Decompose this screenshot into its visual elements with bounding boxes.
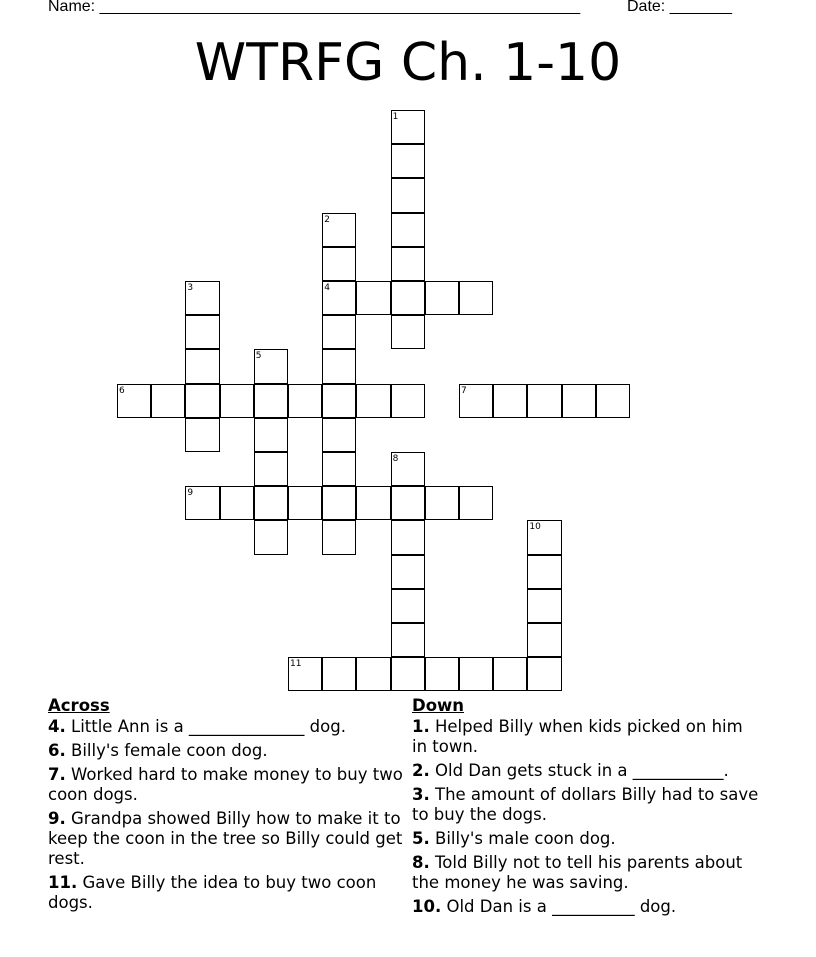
clue-number: 2.	[412, 761, 430, 780]
cell-number: 7	[461, 385, 467, 396]
clue-text: Grandpa showed Billy how to make it to keep the coon in the tree so Billy could get rest.	[48, 809, 403, 868]
grid-cell[interactable]	[425, 657, 459, 691]
grid-cell[interactable]	[356, 281, 390, 315]
grid-cell[interactable]	[391, 247, 425, 281]
cell-number: 8	[392, 454, 399, 464]
clue-text: Little Ann is a ______________ dog.	[71, 717, 346, 736]
grid-cell[interactable]	[322, 349, 356, 383]
grid-cell[interactable]	[356, 384, 390, 418]
grid-cell[interactable]	[151, 384, 185, 418]
grid-cell[interactable]	[391, 315, 425, 349]
grid-cell[interactable]	[254, 418, 288, 452]
clue-number: 11.	[48, 873, 78, 892]
grid-cell[interactable]	[527, 384, 561, 418]
clue-number: 4.	[48, 717, 66, 736]
cell-number: 9	[187, 488, 194, 499]
grid-cell[interactable]	[322, 486, 356, 520]
grid-cell[interactable]	[220, 486, 254, 520]
cell-number: 11	[290, 659, 302, 670]
down-heading: Down	[412, 696, 465, 715]
cell-number: 6	[119, 385, 125, 396]
down-clues	[412, 696, 762, 921]
grid-cell[interactable]	[391, 384, 425, 418]
grid-cell[interactable]	[185, 384, 219, 418]
clue-text: The amount of dollars Billy had to save to buy the dogs.	[412, 785, 759, 824]
clue-down-3	[412, 785, 762, 825]
name-line: Name: ______________________________________________________	[48, 0, 581, 15]
clue-across-9	[48, 809, 404, 869]
grid-cell[interactable]	[322, 452, 356, 486]
grid-cell[interactable]	[391, 623, 425, 657]
grid-cell[interactable]	[425, 281, 459, 315]
clue-text: Billy's male coon dog.	[435, 829, 616, 848]
grid-cell[interactable]	[356, 657, 390, 691]
clue-down-1	[412, 717, 762, 757]
grid-cell[interactable]	[493, 384, 527, 418]
clue-number: 5.	[412, 829, 430, 848]
clue-number: 1.	[412, 717, 430, 736]
grid-cell[interactable]	[562, 384, 596, 418]
cell-number: 3	[187, 283, 194, 293]
clue-number: 8.	[412, 853, 430, 872]
clue-number: 3.	[412, 785, 430, 804]
cell-number: 5	[255, 351, 262, 362]
grid-cell[interactable]	[391, 144, 425, 178]
clue-text: Old Dan is a __________ dog.	[446, 897, 677, 916]
grid-cell[interactable]	[254, 520, 288, 554]
grid-cell[interactable]	[322, 315, 356, 349]
clue-down-5	[412, 829, 762, 849]
grid-cell[interactable]	[254, 452, 288, 486]
clue-down-8	[412, 853, 762, 893]
grid-cell[interactable]	[391, 589, 425, 623]
cell-number: 4	[324, 283, 330, 293]
clue-number: 7.	[48, 765, 66, 784]
cell-number: 1	[392, 112, 399, 122]
across-heading: Across	[48, 696, 110, 715]
grid-cell[interactable]	[391, 178, 425, 212]
clue-text: Billy's female coon dog.	[71, 741, 268, 760]
grid-cell[interactable]	[459, 486, 493, 520]
clue-text: Old Dan gets stuck in a ___________.	[435, 761, 729, 780]
grid-cell[interactable]	[322, 384, 356, 418]
grid-cell[interactable]	[185, 349, 219, 383]
grid-cell[interactable]	[596, 384, 630, 418]
clue-text: Gave Billy the idea to buy two coon dogs.	[48, 873, 377, 912]
grid-cell[interactable]	[391, 657, 425, 691]
page-title: WTRFG Ch. 1-10	[194, 33, 622, 93]
clue-across-11	[48, 873, 404, 913]
cell-number: 10	[529, 522, 541, 533]
cell-number: 2	[324, 214, 330, 225]
clue-text: Helped Billy when kids picked on him in town.	[412, 717, 743, 756]
grid-cell[interactable]	[459, 657, 493, 691]
clue-text: Told Billy not to tell his parents about the money he was saving.	[412, 853, 743, 892]
clue-across-4	[48, 717, 404, 737]
date-line: Date: _______	[627, 0, 732, 15]
clue-across-7	[48, 765, 404, 805]
grid-cell[interactable]	[185, 418, 219, 452]
across-clues	[48, 696, 404, 917]
grid-cell[interactable]	[322, 418, 356, 452]
clue-number: 6.	[48, 741, 66, 760]
grid-cell[interactable]	[527, 623, 561, 657]
grid-cell[interactable]	[459, 281, 493, 315]
grid-cell[interactable]	[391, 486, 425, 520]
clue-text: Worked hard to make money to buy two coon dogs.	[48, 765, 403, 804]
grid-cell[interactable]	[322, 247, 356, 281]
grid-cell[interactable]	[391, 213, 425, 247]
grid-cell[interactable]	[493, 657, 527, 691]
grid-cell[interactable]	[288, 384, 322, 418]
grid-cell[interactable]	[391, 281, 425, 315]
grid-cell[interactable]	[322, 657, 356, 691]
clue-number: 9.	[48, 809, 66, 828]
grid-cell[interactable]	[527, 657, 561, 691]
grid-cell[interactable]	[527, 589, 561, 623]
grid-cell[interactable]	[185, 315, 219, 349]
clue-across-6	[48, 741, 404, 761]
clue-number: 10.	[412, 897, 442, 916]
clue-down-10	[412, 897, 762, 917]
clue-down-2	[412, 761, 762, 781]
grid-cell[interactable]	[391, 555, 425, 589]
grid-cell[interactable]	[527, 555, 561, 589]
grid-cell[interactable]	[322, 520, 356, 554]
grid-cell[interactable]	[220, 384, 254, 418]
grid-cell[interactable]	[356, 486, 390, 520]
grid-cell[interactable]	[288, 486, 322, 520]
grid-cell[interactable]	[425, 486, 459, 520]
grid-cell[interactable]	[254, 486, 288, 520]
grid-cell[interactable]	[391, 520, 425, 554]
grid-cell[interactable]	[254, 384, 288, 418]
